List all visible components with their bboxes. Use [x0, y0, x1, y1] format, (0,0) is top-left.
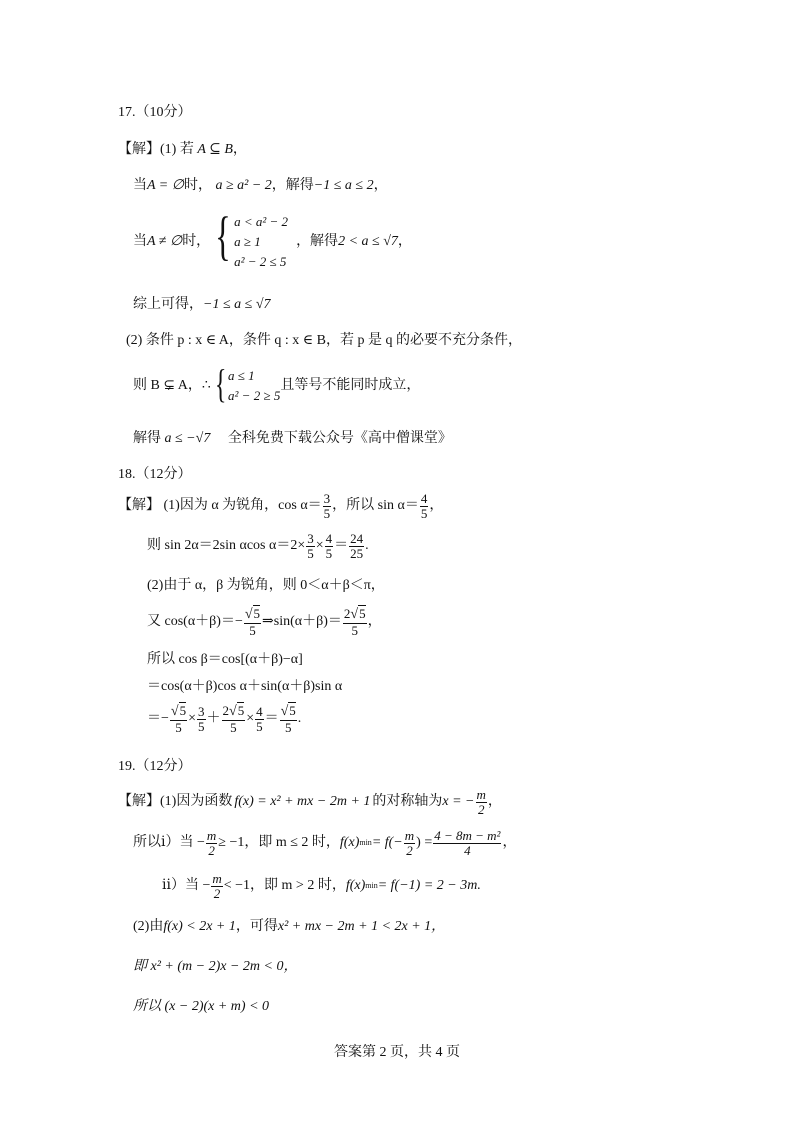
min-subscript: min: [359, 838, 372, 848]
left-brace-icon: {: [214, 361, 227, 406]
q19-line2-a: 所以ⅰ）当 −: [133, 835, 205, 851]
q19-line5: 即 x² + (m − 2)x − 2m < 0，: [133, 959, 298, 974]
period: .: [297, 711, 302, 727]
q19-line4-b: ，可得: [235, 919, 278, 934]
fraction: $\frac{2√5}{5}$: [222, 703, 245, 735]
case2-system-row: a ≥ 1: [234, 234, 261, 250]
q17-part2-system-line: [133, 361, 421, 406]
q19-axis: x = −: [442, 794, 475, 810]
q18-line2-text: 则 sin 2α＝2sin αcos α＝2×: [147, 538, 306, 554]
watermark-text: 全科免费下载公众号《高中僧课堂》: [227, 431, 452, 446]
fraction: $\frac{2√5}{5}$: [343, 606, 366, 638]
min-subscript: min: [365, 881, 378, 891]
part2-solve-label: 解得: [133, 431, 161, 446]
q18-line4-b: ⇒sin(α＋β)＝: [262, 614, 342, 630]
q19-line4: [133, 920, 445, 934]
q17-part2-conditions: (2) 条件 p : x ∈ A，条件 q : x ∈ B，若 p 是 q 的必要不充分条件，: [126, 333, 523, 348]
q19-fmin: f(x): [339, 835, 360, 851]
fraction: $\frac{√5}{5}$: [280, 703, 296, 735]
q19-line6: 所以 (x − 2)(x + m) < 0: [133, 999, 270, 1014]
q19-line4-a: (2)由: [133, 919, 164, 934]
q17-heading: 17.（10分）: [118, 105, 192, 120]
q19-line3-b: < −1，即 m > 2 时，: [223, 878, 346, 894]
fraction: $\frac{3}{5}$: [307, 531, 314, 561]
fraction: $\frac{4}{5}$: [420, 491, 428, 521]
q18-line7-a: ＝−: [147, 711, 169, 727]
plus-sign: ＋: [206, 711, 221, 727]
q17-solution-label: 【解】: [118, 142, 160, 157]
part2-note: 且等号不能同时成立，: [280, 378, 421, 394]
fraction: $\frac{√5}{5}$: [244, 606, 261, 638]
case1-prefix: 当: [133, 178, 147, 193]
equals-sign: ＝: [264, 711, 279, 727]
times-sign: ×: [246, 711, 255, 727]
q19-line2-d: = f(−: [371, 835, 403, 851]
case2-prefix: 当: [133, 234, 147, 250]
fraction: $\frac{3}{5}$: [198, 704, 205, 734]
left-brace-icon: {: [215, 206, 231, 266]
period: .: [365, 538, 369, 554]
q18-line7: [147, 704, 301, 734]
case2-system-row: a² − 2 ≤ 5: [234, 254, 287, 270]
case1-when: 时，: [183, 178, 212, 193]
fraction: $\frac{√5}{5}$: [170, 703, 187, 735]
case2-result: 2 < a ≤ √7: [338, 234, 398, 250]
part2-system-row: a² − 2 ≥ 5: [228, 388, 281, 404]
case1-condition: A = ∅: [147, 178, 184, 193]
fraction: $\frac{m}{2}$: [404, 828, 415, 858]
case2-system: [210, 206, 289, 272]
case2-condition: A ≠ ∅: [147, 234, 183, 250]
fraction: $\frac{m}{2}$: [212, 871, 222, 901]
q18-solution-label: 【解】: [118, 498, 160, 514]
q19-line1-a: (1)因为函数: [160, 794, 233, 810]
q19-line2-b: ≥ −1，即 m ≤ 2 时，: [218, 835, 340, 851]
part2-then: 则 B ⊊ A，∴: [133, 378, 211, 394]
q18-line3: (2)由于 α，β 为锐角，则 0＜α＋β＜π，: [147, 578, 385, 593]
q19-line4-c: x² + mx − 2m + 1 < 2x + 1，: [277, 919, 446, 934]
q18-line1: 【解】 (1)因为 α 为锐角，cos α＝ $\frac{3}{5}$ ，所以 sin α＝ $\frac{4}{5}$ ，: [118, 491, 444, 521]
case2-system-row: a < a² − 2: [234, 214, 289, 229]
fraction: $\frac{3}{5}$: [323, 491, 331, 521]
times-sign: ×: [188, 711, 196, 727]
times-sign: ×: [315, 538, 324, 554]
q17-part2-result: [133, 432, 452, 446]
fraction: $\frac{4}{5}$: [256, 704, 263, 734]
q18-line1-a: (1)因为 α 为锐角，cos α＝: [163, 498, 322, 514]
q19-heading: 19.（12分）: [118, 759, 192, 774]
fraction: $\frac{m}{2}$: [476, 787, 486, 817]
q18-line1-b: ，所以 sin α＝: [332, 498, 419, 514]
q18-line5: 所以 cos β＝cos[(α＋β)−α]: [147, 652, 303, 667]
fraction: $\frac{m}{2}$: [206, 828, 217, 858]
fraction: $\frac{\text{4 − 8m − m²}}{4}$: [434, 828, 501, 858]
q18-line2: [147, 532, 369, 560]
q19-solution-label: 【解】: [118, 794, 160, 810]
summary-prefix: 综上可得，: [133, 297, 203, 312]
fraction: $\frac{4}{5}$: [325, 531, 333, 561]
q18-line4-a: 又 cos(α＋β)＝−: [147, 614, 243, 630]
equals-sign: ＝: [334, 538, 349, 554]
q17-part1-text: (1) 若: [160, 142, 194, 157]
q19-line3: [162, 872, 481, 900]
q18-line6: ＝cos(α＋β)cos α＋sin(α＋β)sin α: [147, 679, 343, 694]
q19-line3-d: = f(−1) = 2 − 3m.: [377, 878, 481, 894]
q17-case-empty: 当A = ∅时， a ≥ a² − 2，解得−1 ≤ a ≤ 2，: [133, 178, 388, 193]
page-footer: 答案第 2 页，共 4 页: [334, 1045, 460, 1060]
part2-system: [211, 361, 281, 406]
q19-line2: 所以ⅰ）当 − $\frac{m}{2}$ ≥ −1，即 m ≤ 2 时， f(x) min = f(− $\frac{m}{2}$ ) = $\frac{\text{4 − 8m − m²}}{4}$ ，: [133, 828, 517, 858]
case1-solve-label: ，解得: [271, 178, 314, 193]
q19-line1-b: 的对称轴为: [372, 794, 443, 810]
q19-line1: 【解】 (1)因为函数 f(x) = x² + mx − 2m + 1 的对称轴为 x = − $\frac{m}{2}$ ，: [118, 787, 502, 817]
part2-result: a ≤ −√7: [164, 431, 211, 446]
q18-heading: 18.（12分）: [118, 467, 192, 482]
q19-line2-e: ) =: [416, 835, 433, 851]
fraction: $\frac{24}{25}$: [350, 531, 364, 561]
case2-when: 时，: [182, 234, 211, 250]
case1-inequality: a ≥ a² − 2: [215, 178, 272, 193]
case2-solve-label: ，解得: [296, 234, 339, 250]
q19-function: f(x) = x² + mx − 2m + 1: [234, 794, 371, 810]
q19-line4-f: f(x) < 2x + 1: [163, 919, 236, 934]
summary-result: −1 ≤ a ≤ √7: [203, 297, 271, 312]
q18-line4: 又 cos(α＋β)＝− $\frac{√5}{5}$ ⇒sin(α＋β)＝ $\frac{2√5}{5}$ ，: [147, 606, 382, 638]
q17-case-nonempty: 当 A ≠ ∅ 时， { a < a² − 2 a ≥ 1 a² − 2 ≤ 5 ，解得 2 < a ≤ √7 ，: [133, 212, 412, 272]
q19-line3-a: ⅱ）当 −: [162, 878, 211, 894]
q19-fmin: f(x): [345, 878, 366, 894]
part2-system-row: a ≤ 1: [228, 368, 255, 383]
q17-part1-intro: 【解】(1) 若 A ⊆ B，: [118, 142, 247, 157]
case1-result: −1 ≤ a ≤ 2: [313, 178, 374, 193]
q17-subset-relation: A ⊆ B: [197, 142, 233, 157]
q17-summary: [133, 298, 271, 312]
